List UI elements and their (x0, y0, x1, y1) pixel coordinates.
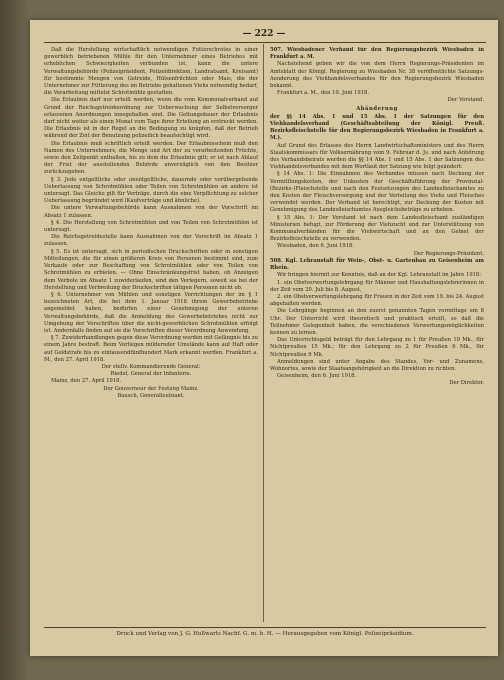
paragraph: § 5. Es ist untersagt, sich in periodischen Druckschriften oder in sonstigen Mitteilungen, die für einen größeren Kreis von Personen bestimmt sind, zum Verkaufe oder zur Beschaffung von Schrotmühlen oder von Teilen von Schrotmühlen zu erbieten. — Ohne Einschränkungsfrist haben, ob Anzeigen dem Verbote im Absatz 1 zuwiderlaufen, sind den Verlegern, soweit sie bei der Herstellung und Verbreitung der Druckschriften tätigen Personen nicht ob. (44, 248, 258, 291)
paragraph: § 7. Zuwiderhandlungen gegen diese Verordnung werden mit Gefängnis bis zu einem Jahre bestraft. Beim Vorliegen mildernder Umstände kann auf Haft oder auf Geldstrafe bis zu eintausendfünfhundert Mark erkannt werden. Frankfurt a. M., den 27. April 1918. (44, 335, 258, 363)
paragraph: Die Erlaubnis muß schriftlich erteilt werden. Der Erlaubnisschein muß den Namen des Unternehmers, die Menge und Art der zu verarbeitenden Früchte, sowie den Zeitpunkt enthalten, bis zu dem die Erlaubnis gilt; er ist nach Ablauf der Frist der ausstellenden Behörde unverzüglich von den Besitzer zurückzugeben. (44, 140, 258, 176)
signatory-title: Der stellv. Kommandierende General: (101, 363, 201, 370)
paragraph: Die Lehrgänge beginnen an den zuerst genannten Tagen vormittags um 8 Uhr. Der Unterricht wird theoretisch und praktisch erteilt, so daß die Teilnehmer Gelegenheit haben, die verschiedenen Verwertungsmöglichkeiten kennen zu lernen. (270, 308, 484, 336)
paragraph: Nachstehend geben wir die von dem Herrn Regierungs-Präsidenten im Amtsblatt der Königl. Regierung zu Wiesbaden Nr. 38 veröffentlichte Satzungs-Aenderung des Viehhandelsverbandes für den Regierungsbezirk Wiesbaden bekannt. (270, 61, 484, 90)
signature: Der Regierungs-Präsident. (413, 250, 484, 257)
paragraph: Anmeldungen sind unter Angabe des Standes, Vor- und Zunamens, Wohnortes, sowie der Staatsangehörigkeit an die Direktion zu richten. (270, 358, 484, 372)
section-heading: Abänderung (356, 105, 398, 112)
date-line: Geisenheim, den 6. Juni 1918. (277, 373, 357, 380)
page-number: — 222 — (242, 29, 286, 39)
left-column (44, 47, 258, 622)
date-line: Frankfurt a. M., den 10. Juni 1918. (277, 90, 369, 97)
date-line: Mainz, den 27. April 1918. (51, 378, 122, 385)
column-divider (263, 44, 264, 622)
notice-title: 507. Wiesbadener Verband für den Regierungsbezirk Wiesbaden in Frankfurt a. M. (270, 47, 484, 61)
date-line: Wiesbaden, den 6. Juni 1918. (277, 243, 354, 250)
paragraph: § 4. Die Herstellung von Schrotmühlen und von Teilen von Schrotmühlen ist untersagt. (44, 219, 258, 234)
paragraph: Daß die Herstellung wirtschaftlich notwendigen Futterschrotes in einer gewerblich betriebenen Mühle für den Unternehmer eines Betriebes mit erheblichen Schwierigkeiten verbunden ist, kann die untere Verwaltungsbehörde (Polizeipräsident, Polizeidirektion, Landratsamt, Kreisamt) für bestimmte Mengen von Getreide, Hülsenfrüchten oder Mais, die der Unternehmer zur Fütterung des im Betriebe gehaltenen Viehs notwendig bedarf, die Verarbeitung mittelst Schrotmühle gestatten. (44, 47, 258, 97)
header-rule (44, 42, 486, 43)
signatory-title: Der Gouverneur der Festung Mainz. (103, 385, 199, 392)
paragraph: Wir bringen hiermit zur Kenntnis, daß an der Kgl. Lehranstalt im Jahre 1918: (277, 272, 481, 279)
list-item: 2. ein Obstverwertungslehrgang für Frauen in der Zeit vom 19. bis 24. August abgehalten werden. (270, 293, 484, 308)
paragraph: Die untere Verwaltungsbehörde kann Ausnahmen von der Vorschrift im Absatz 1 zulassen. (44, 205, 258, 219)
paragraph: Auf Grund des Erlasses des Herrn Landwirtschaftsministers und des Herrn Staatskommissars für Volksernährung vom 9. Februar d. Js. und nach Anhörung des Verbandsbeirats werden die §§ 14 Abs. 1 und 15 Abs. 1 der Satzungen des Viehhandelsverbandes mit dem Wortlaut der Satzung wie folgt geändert: (270, 142, 484, 171)
paragraph: § 14 Abs. 1: Die Einnahmen des Verbandes müssen nach Deckung der Vermittlungskosten, der Unkosten der Geschäftsführung der Provinzial-(Bezirks-)Fleischstelle und nach den Festsetzungen des Landesfleischamtes zu den Kosten der Fleischversorgung und der Verteilung des Viehs und Fleisches verwendet werden. Der Verband ist berechtigt, zur Deckung der Kosten mit Genehmigung des Landesfleischamtes Ausgleichsbeträge zu erheben. (270, 171, 484, 214)
document-page (30, 20, 498, 656)
right-column (270, 47, 484, 622)
footer-rule (44, 627, 486, 628)
publisher-footer: Druck und Verlag von J. G. Hollwarts Nachf. G. m. b. H. — Herausgegeben vom Königl. Polizeipräsidium. (116, 631, 414, 637)
list-item: 1. ein Obstverwertungslehrgang für Männer und Haushaltungslehrerinnen in der Zeit vom 20. Juli bis 8. August, (270, 279, 484, 293)
notice-title: 508. Kgl. Lehranstalt für Wein-, Obst- u. Gartenbau zu Geisenheim am Rhein. (270, 257, 484, 272)
paragraph: § 3. Jede entgeltliche oder unentgeltliche, dauernde oder vorübergehende Ueberlassung von Schrotmühlen oder Teilen von Schrotmühlen an andere ist untersagt. Das Gleiche gilt für Verträge, durch die eine Verpflichtung zu solcher Ueberlassung begründet wird (Kaufverträge und ähnliche). (44, 176, 258, 205)
signature: Der Direktor. (449, 380, 484, 387)
paragraph: Die Reichsgetreidestelle kann Ausnahmen von der Vorschrift im Absatz 1 zulassen. (44, 234, 258, 248)
paragraph: § 6. Unternehmer von Mühlen und sonstigen Vorrichtungen der im § 1 bezeichneten Art, die bei dem 1. Januar 1918 ihrem Gewerbebetriebe angemeldet haben, bedürfen einer Genehmigung der unteren Verwaltungsbehörde, daß die Anmeldung des Gewerbebetriebes nicht zur Umgehung der Vorschriften über die nicht-gewerblichen Schrotmühlen erfolgt ist. Andernfalls finden auf sie die Vorschriften dieser Verordnung Anwendung. (44, 291, 258, 334)
paragraph: der §§ 14 Abs. 1 und 15 Abs. 1 der Satzungen für den Viehhandelsverband (Geschäftsabteilung der Königl. Preuß. Bezirksfleischstelle für den Regierungsbezirk Wiesbaden in Frankfurt a. M.). (270, 113, 484, 142)
signatory-name: Riedel, General der Infanterie. (110, 371, 192, 378)
binder-shadow (0, 0, 30, 680)
paragraph: § 15 Abs. 1: Der Vorstand ist nach dem Landesfleischamt zuständigen Ministerien befugt, zur Förderung der Viehzucht und zur Unterstützung von Kommunalverbänden für die Viehwirtschaft und an den Gebiet der Bezirksfleischstelle zu verwenden. (270, 214, 484, 243)
signature: Der Vorstand. (447, 97, 484, 104)
signatory-name: Bausch, Generalleutnant. (117, 392, 185, 399)
paragraph: Die Erlaubnis darf nur erteilt werden, wenn die vom Kommunalverband auf Grund der Reichsgetreideordnung zur Ueberwachung der Selbstversorger erlassenen Anordnungen innegehalten sind. Die Geltungsdauer der Erlaubnis darf nicht weiter als einen Monat vom Tage ihrer Erteilung an erstreckt werden. Die Erlaubnis ist in der Regel an die Bedingung zu knüpfen, daß der Betrieb während der Zeit der Benutzung polizeilich beaufsichtigt wird. (44, 97, 258, 140)
paragraph: Das Unterrichtsgeld beträgt für den Lehrgang zu 1 für Preußen 10 Mk., für Nichtpreußen 15 Mk.; für den Lehrgang zu 2 für Preußen 6 Mk., für Nichtpreußen 9 Mk. (270, 337, 484, 358)
